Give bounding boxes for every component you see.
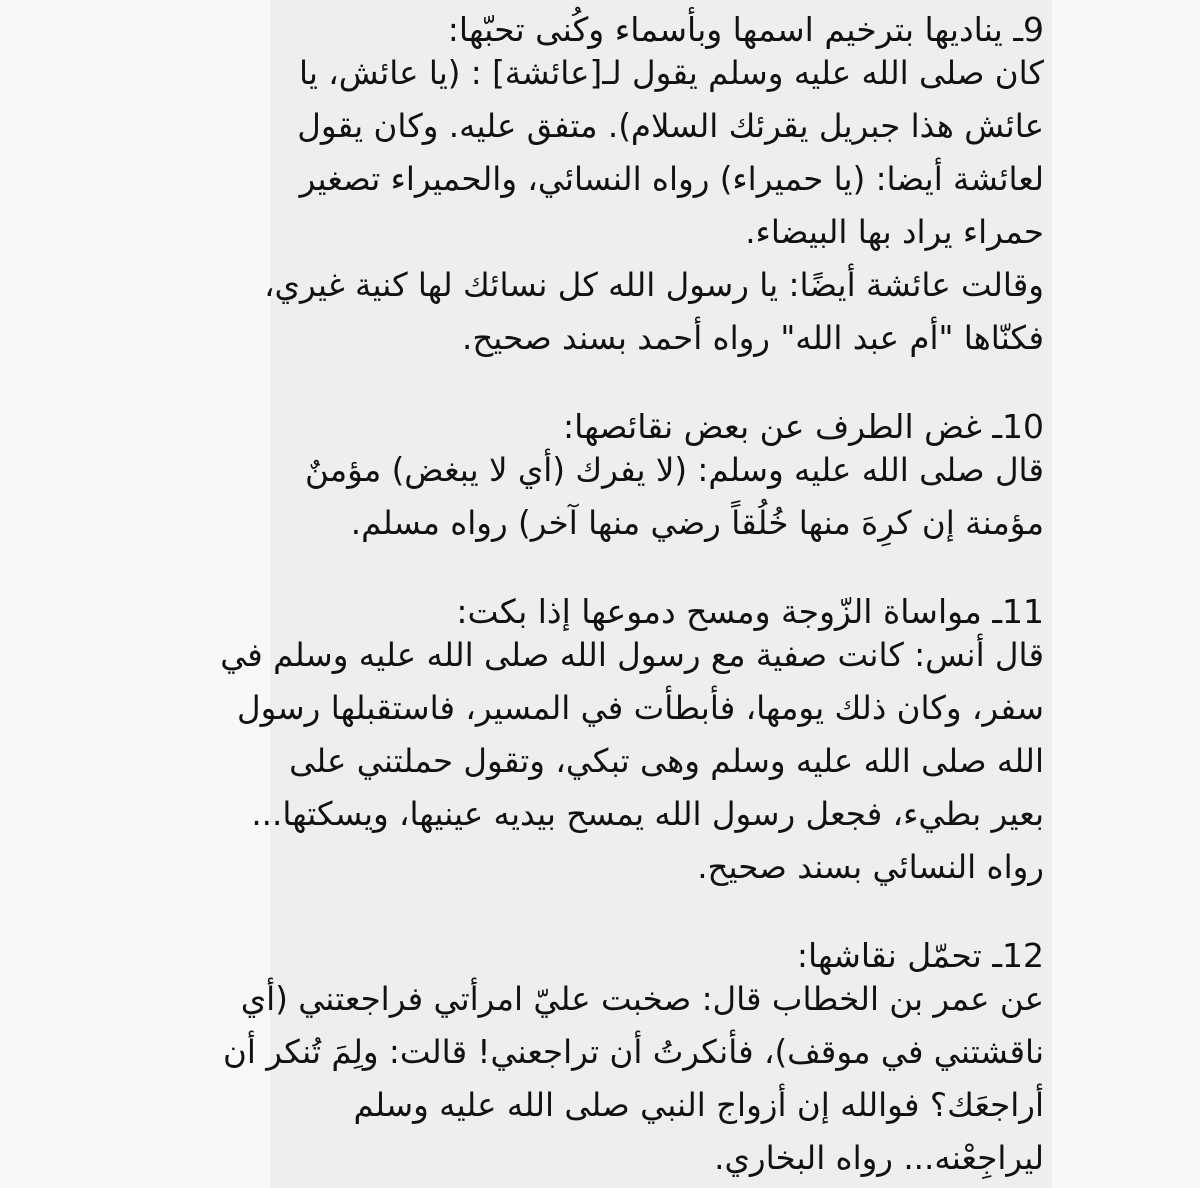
text-line: فكنّاها "أم عبد الله" رواه أحمد بسند صحيح. xyxy=(462,319,1044,357)
section-heading xyxy=(290,590,1044,634)
section-title: ـ غض الطرف عن بعض نقائصها: xyxy=(563,407,1002,446)
section-number: 12 xyxy=(1002,936,1044,975)
text-line: ليراجِعْنه... رواه البخاري. xyxy=(714,1139,1044,1177)
left-margin xyxy=(0,0,270,1188)
section-heading xyxy=(290,934,1044,978)
text-line: لعائشة أيضا: (يا حميراء) رواه النسائي، والحميراء تصغير xyxy=(299,160,1044,198)
text-line: رواه النسائي بسند صحيح. xyxy=(697,848,1044,886)
section-9 xyxy=(264,8,1044,365)
section-heading xyxy=(290,405,1044,449)
section-title: ـ مواساة الزّوجة ومسح دموعها إذا بكت: xyxy=(456,592,1002,631)
document-page xyxy=(220,0,1052,1188)
text-line: عائش هذا جبريل يقرئك السلام). متفق عليه. وكان يقول xyxy=(297,107,1044,145)
section-title: ـ تحمّل نقاشها: xyxy=(796,936,1002,975)
text-line: الله صلى الله عليه وسلم وهى تبكي، وتقول حملتني على xyxy=(289,742,1044,780)
section-number: 9 xyxy=(1023,10,1044,49)
text-line: كان صلى الله عليه وسلم يقول لـ[عائشة] : (يا عائش، يا xyxy=(298,54,1044,92)
text-line: وقالت عائشة أيضًا: يا رسول الله كل نسائك لها كنية غيري، xyxy=(264,266,1044,304)
section-10 xyxy=(290,405,1044,550)
section-11 xyxy=(220,590,1044,894)
section-12 xyxy=(223,934,1044,1185)
section-title: ـ يناديها بترخيم اسمها وبأسماء وكُنى تحبّها: xyxy=(447,10,1023,49)
text-line: ناقشتني في موقف)، فأنكرتُ أن تراجعني! قالت: ولِمَ تُنكر أن xyxy=(223,1033,1044,1071)
right-margin xyxy=(1052,0,1200,1188)
section-heading xyxy=(290,8,1044,52)
section-number: 11 xyxy=(1002,592,1044,631)
text-line: قال أنس: كانت صفية مع رسول الله صلى الله عليه وسلم في xyxy=(220,636,1044,674)
text-line: سفر، وكان ذلك يومها، فأبطأت في المسير، فاستقبلها رسول xyxy=(237,689,1044,727)
text-line: بعير بطيء، فجعل رسول الله يمسح بيديه عينيها، ويسكتها... xyxy=(251,795,1044,833)
text-line: عن عمر بن الخطاب قال: صخبت عليّ امرأتي فراجعتني (أي xyxy=(240,980,1044,1018)
text-line: أراجعَك؟ فوالله إن أزواج النبي صلى الله عليه وسلم xyxy=(353,1086,1044,1124)
section-number: 10 xyxy=(1002,407,1044,446)
text-line: قال صلى الله عليه وسلم: (لا يفرك (أي لا يبغض) مؤمنٌ xyxy=(304,451,1044,489)
text-line: مؤمنة إن كرِهَ منها خُلُقاً رضي منها آخر) رواه مسلم. xyxy=(350,504,1044,542)
text-line: حمراء يراد بها البيضاء. xyxy=(745,213,1044,251)
